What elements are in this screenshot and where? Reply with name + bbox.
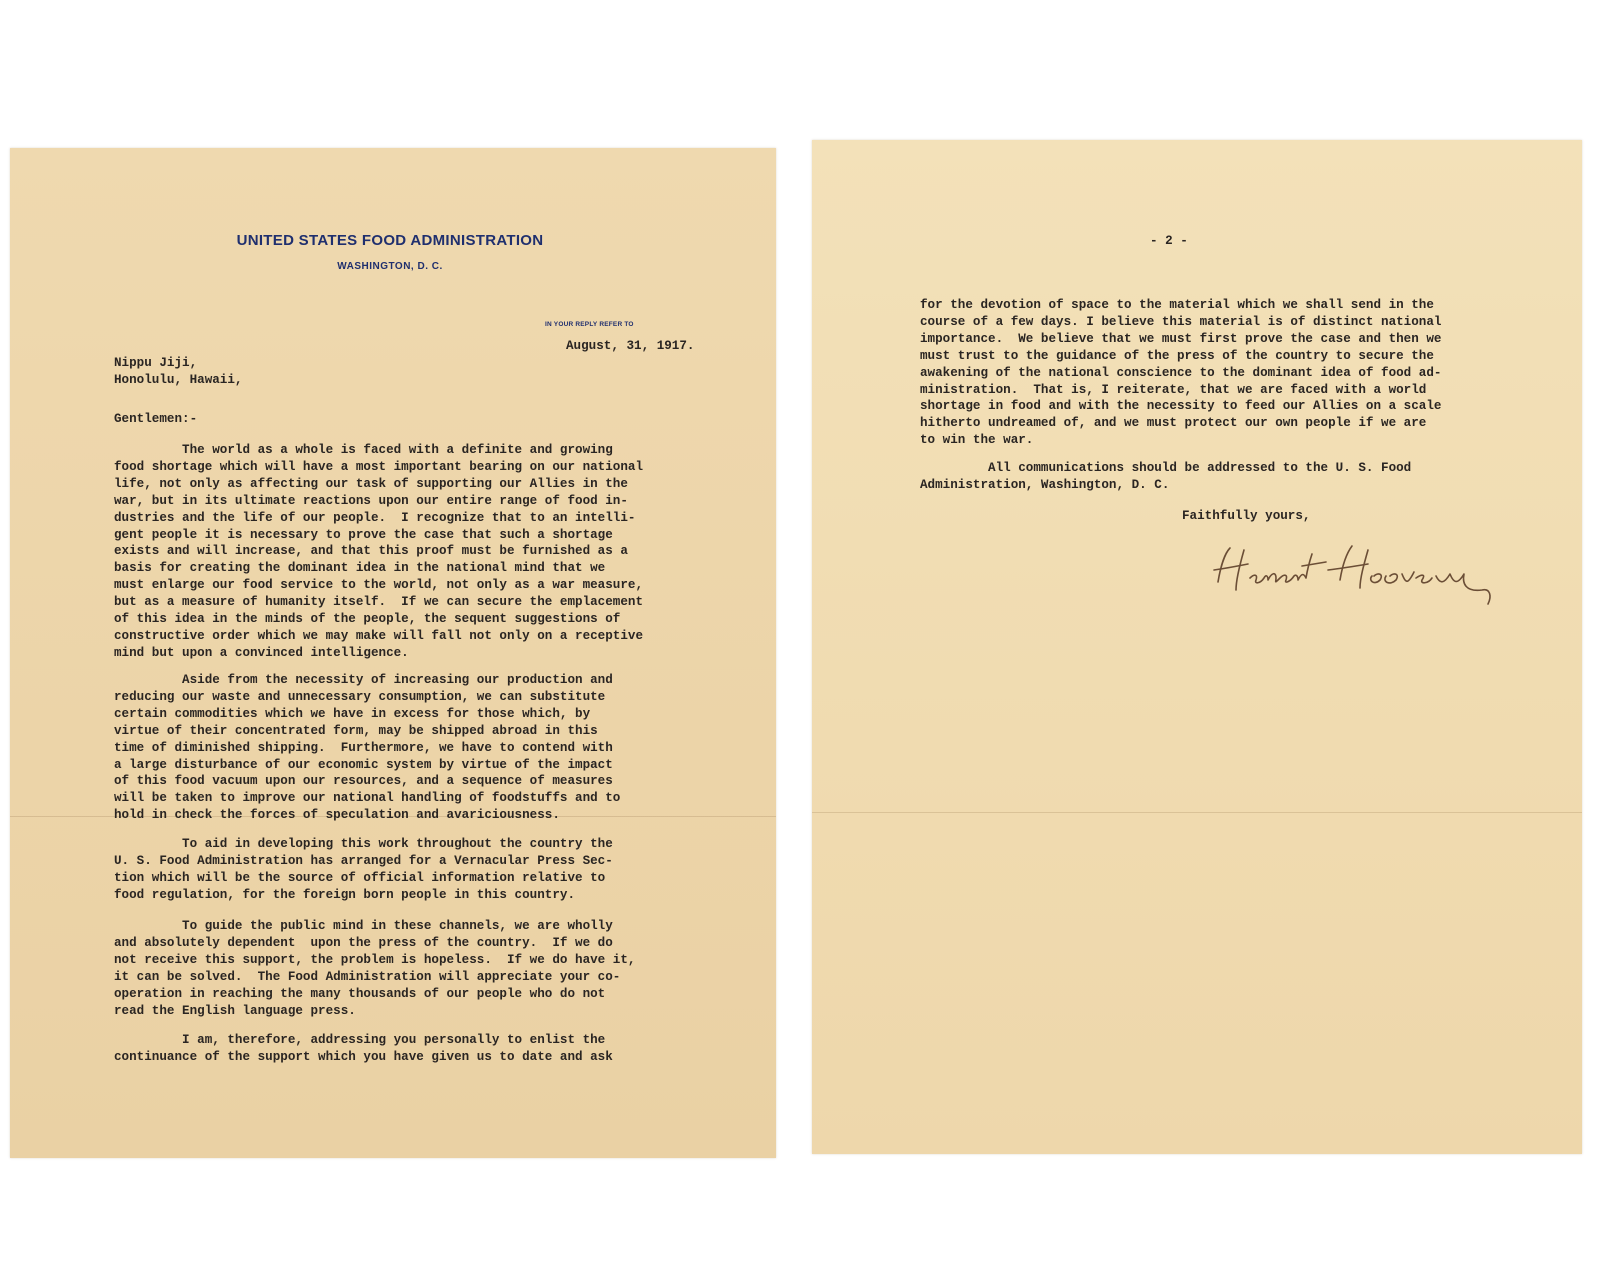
paragraph-3: To aid in developing this work throughout the country the U. S. Food Administration has arranged for a Vernacular Press Sec- tion which will be the source of official information relative to food regulation, for the foreign born people in this country.: [114, 837, 613, 902]
letterhead-title: UNITED STATES FOOD ADMINISTRATION: [236, 232, 544, 249]
letter-date: August, 31, 1917.: [566, 339, 695, 353]
paragraph-1: The world as a whole is faced with a definite and growing food shortage which will have a most important bearing on our national life, not only as affecting our task of supporting our Allies in the war, but in its ultimate reactions upon our entire range of food in- dustries and the life of our people. I recognize that to an intelli- gent people it is necessary to prove the case that such a shortage exists and will increase, and that this proof must be furnished as a basis for creating the dominant idea in the national mind that we must enlarge our food service to the world, not only as a war measure, but as a measure of humanity itself. If we can secure the emplacement of this idea in the minds of the people, the sequent suggestions of constructive order which we may make will fall not only on a receptive mind but upon a convinced intelligence.: [114, 443, 644, 660]
paragraph-communications: All communications should be addressed to the U. S. Food Administration, Washington, D. C.: [920, 461, 1412, 492]
paragraph-2: Aside from the necessity of increasing our production and reducing our waste and unnecessary consumption, we can substitute certain commodities which we have in excess for those which, by virtue of their concentrated form, may be shipped abroad in this time of diminished shipping. Furthermore, we have to contend with a large disturbance of our economic system by virtue of the impact of this food vacuum upon our resources, and a sequence of measures will be taken to improve our national handling of foodstuffs and to hold in check the forces of speculation and avariciousness.: [114, 673, 621, 823]
letter-page-1: [10, 148, 776, 1158]
paragraph-5: I am, therefore, addressing you personally to enlist the continuance of the support which you have given us to date and ask: [114, 1033, 613, 1064]
paragraph-4: To guide the public mind in these channels, we are wholly and absolutely dependent upon the press of the country. If we do not receive this support, the problem is hopeless. If we do have it, it can be solved. The Food Administration will appreciate your co- operation in reaching the many thousands of our people who do not read the English language press.: [114, 919, 636, 1018]
page-fold-line: [812, 812, 1582, 813]
paragraph-continued: for the devotion of space to the material which we shall send in the course of a few days. I believe this material is of distinct national importance. We believe that we must first prove the case and then we must trust to the guidance of the press of the country to secure the awakening of the national conscience to the dominant idea of food ad- ministration. That is, I reiterate, that we are faced with a world shortage in food and with the necessity to feed our Allies on a scale hitherto undreamed of, and we must protect our own people if we are to win the war.: [920, 298, 1442, 448]
page-number: - 2 -: [1150, 234, 1188, 248]
addressee: Nippu Jiji, Honolulu, Hawaii,: [114, 356, 243, 387]
reply-reference-label: IN YOUR REPLY REFER TO: [545, 321, 634, 328]
signature-image: [1210, 540, 1530, 610]
letterhead-city: WASHINGTON, D. C.: [337, 261, 443, 272]
salutation: Gentlemen:-: [114, 412, 198, 426]
letter-page-2: [812, 140, 1582, 1154]
closing: Faithfully yours,: [1182, 509, 1311, 523]
